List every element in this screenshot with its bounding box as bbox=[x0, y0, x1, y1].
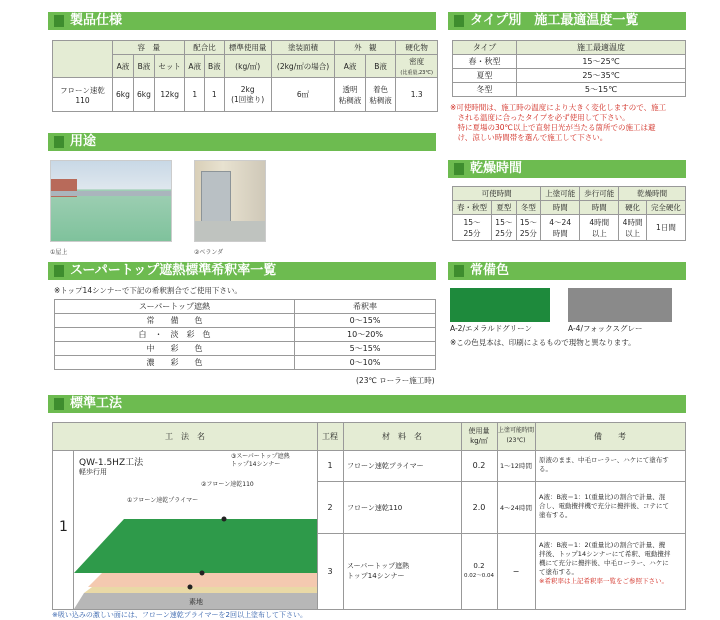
method-remarks-3: A液：B液＝1：2(重量比)の割合で計量、攪 拌後、トップ14シンナーにて希釈、電動攪拌 機にて充分に攪拌後、中毛ローラー、ハケに て塗布する。 ※希釈率は上記希釈率一覧をご参照下さい。 bbox=[539, 541, 671, 585]
dilution-rate-2: 5〜15% bbox=[295, 342, 436, 356]
spec-header-area-unit: (2kg/㎡の場合) bbox=[271, 55, 335, 78]
method-divider bbox=[461, 423, 462, 609]
caption-rooftop: ①屋上 bbox=[50, 249, 68, 256]
method-row-divider bbox=[317, 481, 685, 482]
dry-header-pot: 可使時間 bbox=[453, 187, 541, 201]
swatch-emerald-green-label: A-2/エメラルドグリーン bbox=[450, 324, 532, 333]
dry-spring-value: 15〜 25分 bbox=[453, 215, 492, 241]
section-header-colors: 常備色 bbox=[448, 262, 686, 280]
dry-walk-value: 4時間 以上 bbox=[580, 215, 619, 241]
spec-area-value: 6㎡ bbox=[271, 78, 335, 112]
colors-note: ※この色見本は、印刷によるもので現物と異なります。 bbox=[450, 338, 636, 347]
spec-b-value: 6kg bbox=[133, 78, 154, 112]
method-remarks-1: 原液のまま、中毛ローラー、ハケにて塗布す る。 bbox=[539, 456, 669, 473]
method-name: QW-1.5HZ工法 bbox=[79, 458, 144, 468]
spec-table bbox=[52, 40, 438, 112]
dilution-name-3: 濃 彩 色 bbox=[55, 356, 295, 370]
layer-primer bbox=[84, 587, 317, 593]
method-material-1: フローン速乾プライマー bbox=[347, 462, 424, 470]
dilution-name-2: 中 彩 色 bbox=[55, 342, 295, 356]
spec-header-density: 密度 (比重量,23℃) bbox=[396, 55, 438, 78]
dilution-header-name: スーパートップ遮熱 bbox=[55, 300, 295, 314]
dilution-rate-1: 10〜20% bbox=[295, 328, 436, 342]
dilution-name-0: 常 備 色 bbox=[55, 314, 295, 328]
temp-header-temp: 施工最適温度 bbox=[517, 41, 686, 55]
spec-header-b: B液 bbox=[133, 55, 154, 78]
dry-table bbox=[452, 186, 686, 241]
spec-header-blank bbox=[53, 41, 113, 78]
method-step-1: 1 bbox=[327, 461, 333, 470]
layer1-label: ①フローン速乾プライマー bbox=[127, 497, 199, 504]
photo-balcony bbox=[194, 160, 266, 242]
spec-header-capacity: 容 量 bbox=[113, 41, 185, 55]
method-header-material: 材 料 名 bbox=[382, 432, 422, 441]
spec-header-look: 外 観 bbox=[335, 41, 396, 55]
method-interval-1: 1〜12時間 bbox=[500, 462, 532, 470]
dry-header-over: 上塗可能 bbox=[541, 187, 580, 201]
method-remarks-2: A液：B液＝1：1(重量比)の割合で計量、混 合し、電動攪拌機で充分に攪拌後、コテにて 塗布する。 bbox=[539, 493, 669, 519]
method-material-2: フローン速乾110 bbox=[347, 504, 403, 512]
layer2-label: ②フローン速乾110 bbox=[201, 481, 254, 488]
temp-type-1: 夏型 bbox=[453, 69, 517, 83]
dilution-footnote: (23℃ ローラー施工時) bbox=[356, 376, 435, 385]
dry-header-full: 完全硬化 bbox=[646, 201, 685, 215]
method-header-amount: 使用量 kg/㎡ bbox=[468, 427, 490, 445]
section-header-method: 標準工法 bbox=[48, 395, 686, 413]
base-label: 素地 bbox=[189, 598, 203, 606]
swatch-emerald-green bbox=[450, 288, 550, 322]
dry-header-summer: 夏型 bbox=[492, 201, 517, 215]
layer-topcoat bbox=[74, 519, 317, 573]
swatch-fox-gray-label: A-4/フォックスグレー bbox=[568, 324, 643, 333]
temp-header-type: タイプ bbox=[453, 41, 517, 55]
temp-value-0: 15〜25℃ bbox=[517, 55, 686, 69]
method-header-method: 工 法 名 bbox=[165, 432, 205, 441]
temp-table bbox=[452, 40, 686, 97]
spec-header-area: 塗装面積 bbox=[271, 41, 335, 55]
section-header-usage: 用途 bbox=[48, 133, 436, 151]
dilution-rate-0: 0〜15% bbox=[295, 314, 436, 328]
spec-header-std: 標準使用量 bbox=[224, 41, 271, 55]
temp-value-1: 25〜35℃ bbox=[517, 69, 686, 83]
dry-header-over-unit: 時間 bbox=[541, 201, 580, 215]
spec-header-mix: 配合比 bbox=[185, 41, 224, 55]
photo-rooftop bbox=[50, 160, 172, 242]
dry-header-spring: 春・秋型 bbox=[453, 201, 492, 215]
method-amount-2: 2.0 bbox=[472, 503, 486, 512]
spec-mix-b-value: 1 bbox=[205, 78, 225, 112]
spec-look-b-value: 着色 粘稠液 bbox=[365, 78, 396, 112]
dry-summer-value: 15〜 25分 bbox=[492, 215, 517, 241]
dilution-note: ※トップ14シンナーで下記の希釈割合でご使用下さい。 bbox=[54, 286, 242, 295]
spec-header-set: セット bbox=[154, 55, 185, 78]
balcony-door bbox=[201, 171, 231, 223]
method-divider bbox=[343, 423, 344, 609]
method-header-remarks: 備 考 bbox=[594, 432, 626, 441]
spec-look-a-value: 透明 粘稠液 bbox=[335, 78, 366, 112]
spec-header-hard: 硬化物 bbox=[396, 41, 438, 55]
dry-cure-value: 4時間 以上 bbox=[619, 215, 647, 241]
dilution-table bbox=[54, 299, 436, 370]
spec-header-mix-b: B液 bbox=[205, 55, 225, 78]
method-material-3: スーパートップ遮熱 トップ14シンナー bbox=[347, 562, 410, 580]
method-header-interval: 上塗可能時間 (23℃) bbox=[497, 427, 534, 444]
method-step-2: 2 bbox=[327, 503, 333, 512]
method-interval-2: 4〜24時間 bbox=[500, 504, 532, 512]
section-header-dry: 乾燥時間 bbox=[448, 160, 686, 178]
method-interval-3: − bbox=[512, 567, 520, 576]
method-step-3: 3 bbox=[327, 567, 333, 576]
spec-header-a: A液 bbox=[113, 55, 134, 78]
section-header-spec: 製品仕様 bbox=[48, 12, 436, 30]
spec-header-std-unit: (kg/㎡) bbox=[224, 55, 271, 78]
dry-header-winter: 冬型 bbox=[516, 201, 541, 215]
spec-a-value: 6kg bbox=[113, 78, 134, 112]
rooftop-railing bbox=[51, 191, 172, 196]
method-number: 1 bbox=[59, 519, 68, 535]
spec-std-value: 2kg (1回塗り) bbox=[224, 78, 271, 112]
temp-note: ※可使時間は、施工時の温度により大きく変化しますので、施工 される温度に合ったタイプを必ず使用して下さい。 特に夏場の30℃以上で直射日光が当たる箇所での施工は避 け、涼しい時間帯を選んで施工して下さい。 bbox=[450, 103, 667, 142]
dry-header-dry: 乾燥時間 bbox=[619, 187, 686, 201]
dry-full-value: 1日間 bbox=[646, 215, 685, 241]
caption-balcony: ②ベランダ bbox=[194, 249, 224, 256]
method-header-row bbox=[53, 423, 685, 451]
method-footnote: ※吸い込みの激しい面には、フローン速乾プライマーを2回以上塗布して下さい。 bbox=[52, 611, 307, 619]
temp-type-2: 冬型 bbox=[453, 83, 517, 97]
spec-product-name: フローン速乾 110 bbox=[53, 78, 113, 112]
dilution-header-rate: 希釈率 bbox=[295, 300, 436, 314]
dilution-name-1: 白 ・ 淡 彩 色 bbox=[55, 328, 295, 342]
spec-set-value: 12kg bbox=[154, 78, 185, 112]
dry-header-walk-unit: 時間 bbox=[580, 201, 619, 215]
method-area bbox=[52, 422, 686, 610]
section-header-dilution: スーパートップ遮熱標準希釈率一覧 bbox=[48, 262, 436, 280]
dry-header-walk: 歩行可能 bbox=[580, 187, 619, 201]
dry-over-value: 4〜24 時間 bbox=[541, 215, 580, 241]
dry-header-cure: 硬化 bbox=[619, 201, 647, 215]
temp-type-0: 春・秋型 bbox=[453, 55, 517, 69]
spec-header-mix-a: A液 bbox=[185, 55, 205, 78]
dilution-rate-3: 0〜10% bbox=[295, 356, 436, 370]
section-header-temp: タイプ別 施工最適温度一覧 bbox=[448, 12, 686, 30]
spec-header-look-b: B液 bbox=[365, 55, 396, 78]
balcony-floor bbox=[195, 221, 266, 242]
layer3-label: ③スーパートップ遮熱 トップ14シンナー bbox=[231, 453, 290, 468]
temp-value-2: 5〜15℃ bbox=[517, 83, 686, 97]
method-amount-3: 0.2 0.02〜0.04 bbox=[464, 562, 494, 579]
dry-winter-value: 15〜 25分 bbox=[516, 215, 541, 241]
spec-header-look-a: A液 bbox=[335, 55, 366, 78]
method-divider bbox=[535, 423, 536, 609]
method-row-divider bbox=[317, 533, 685, 534]
method-subtitle: 軽歩行用 bbox=[79, 468, 107, 476]
spec-mix-a-value: 1 bbox=[185, 78, 205, 112]
spec-density-value: 1.3 bbox=[396, 78, 438, 112]
swatch-fox-gray bbox=[568, 288, 672, 322]
method-amount-1: 0.2 bbox=[472, 461, 486, 470]
method-header-step: 工程 bbox=[322, 432, 338, 441]
method-divider bbox=[497, 423, 498, 609]
